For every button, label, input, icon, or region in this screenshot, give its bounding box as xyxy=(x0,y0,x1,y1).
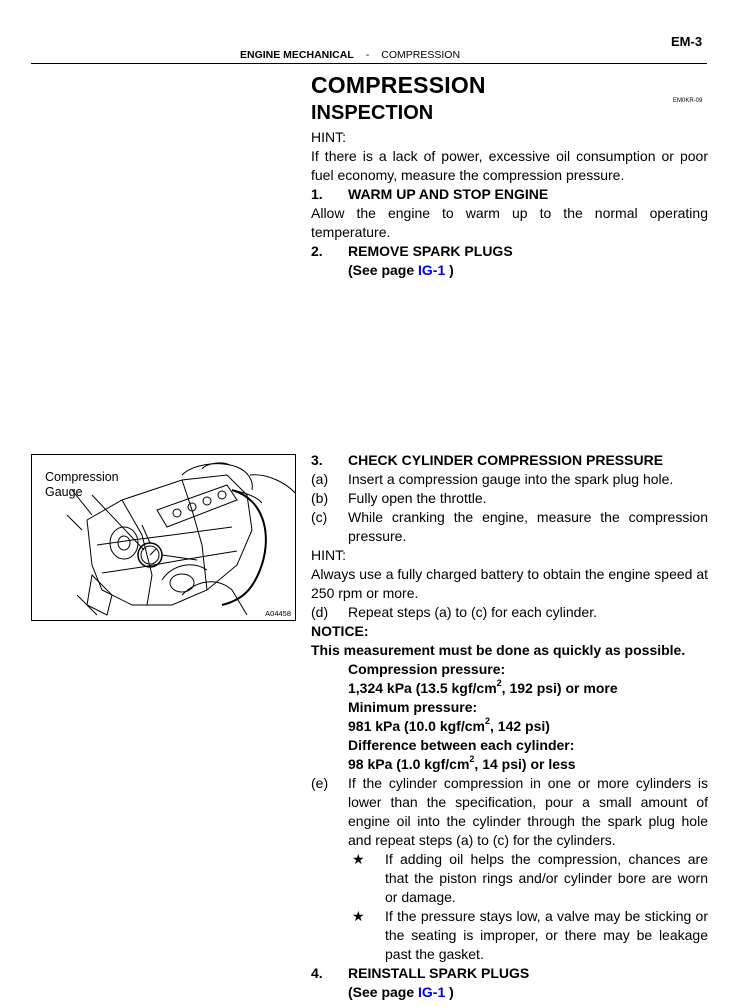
page-title: COMPRESSION xyxy=(311,72,486,98)
step-2-number: 2. xyxy=(311,243,323,259)
step-3b xyxy=(311,489,708,508)
spec-difference-label: Difference between each cylinder: xyxy=(348,737,575,753)
bullet-1-text: If adding oil helps the compression, chances are that the piston rings and/or cylinder bore are worn or damage. xyxy=(385,851,708,905)
step-3a-label: (a) xyxy=(311,471,329,487)
step-4-number: 4. xyxy=(311,965,323,981)
ref-prefix: (See page xyxy=(348,262,419,278)
page-number: EM-3 xyxy=(671,34,703,49)
step-4-reference xyxy=(311,983,708,1002)
running-header xyxy=(240,49,460,61)
procedure-column xyxy=(311,451,708,1002)
star-icon: ★ xyxy=(352,851,365,867)
notice-label: NOTICE: xyxy=(311,623,369,639)
step-3b-label: (b) xyxy=(311,490,329,506)
hint-2-label: HINT: xyxy=(311,547,346,563)
spec1-sup: 2 xyxy=(496,678,502,689)
step-3e-text: If the cylinder compression in one or more cylinders is lower than the specification, pour a small amount of engine oil into the cylinder through the spark plug hole and repeat steps (a) to (c) for the cylinders. xyxy=(348,775,708,848)
hint-text: If there is a lack of power, excessive oil consumption or poor fuel economy, measure the compression pressure. xyxy=(311,148,708,183)
spec1-a: 1,324 kPa (13.5 kgf/cm xyxy=(348,680,497,696)
step-1-heading xyxy=(311,185,708,204)
spec-compression-value xyxy=(311,679,708,698)
ref-suffix: ) xyxy=(445,984,454,1000)
doc-code: EM0KR-09 xyxy=(673,98,703,104)
figure-code: A04458 xyxy=(265,609,291,618)
bullet-1 xyxy=(311,850,708,907)
step-1-title: WARM UP AND STOP ENGINE xyxy=(348,186,549,202)
step-3d xyxy=(311,603,708,622)
step-1-text: Allow the engine to warm up to the normal operating temperature. xyxy=(311,205,708,240)
header-section: ENGINE MECHANICAL xyxy=(240,49,354,61)
step-4-heading xyxy=(311,964,708,983)
star-icon: ★ xyxy=(352,908,365,924)
spec3-a: 98 kPa (1.0 kgf/cm xyxy=(348,756,470,772)
section-title: INSPECTION xyxy=(311,102,434,124)
bullet-2 xyxy=(311,907,708,964)
spec2-sup: 2 xyxy=(484,716,490,727)
step-3a-text: Insert a compression gauge into the spark plug hole. xyxy=(348,471,674,487)
step-3a xyxy=(311,470,708,489)
hint-label: HINT: xyxy=(311,129,346,145)
step-4-title: REINSTALL SPARK PLUGS xyxy=(348,965,530,981)
figure-label-line1: Compression xyxy=(45,470,119,484)
hint-2-text: Always use a fully charged battery to obtain the engine speed at 250 rpm or more. xyxy=(311,566,708,601)
step-3e xyxy=(311,774,708,850)
spec1-b: , 192 psi) or more xyxy=(501,680,618,696)
step-1-number: 1. xyxy=(311,186,323,202)
spec3-sup: 2 xyxy=(469,754,475,765)
ref-suffix: ) xyxy=(445,262,454,278)
figure-label xyxy=(45,470,119,500)
notice-text: This measurement must be done as quickly as possible. xyxy=(311,642,686,658)
step-3-heading xyxy=(311,451,708,470)
spec2-b: , 142 psi) xyxy=(490,718,550,734)
figure-label-line2: Gauge xyxy=(45,485,83,499)
header-rule xyxy=(31,63,707,64)
step-2-reference xyxy=(311,261,708,280)
header-separator: - xyxy=(365,49,370,61)
step-2-title: REMOVE SPARK PLUGS xyxy=(348,243,513,259)
spec-minimum-label: Minimum pressure: xyxy=(348,699,478,715)
spec-compression-label: Compression pressure: xyxy=(348,661,506,677)
spec-minimum-value xyxy=(311,717,708,736)
link-ig-1[interactable]: IG-1 xyxy=(418,262,446,278)
step-3e-label: (e) xyxy=(311,775,329,791)
spec2-a: 981 kPa (10.0 kgf/cm xyxy=(348,718,485,734)
step-3-title: CHECK CYLINDER COMPRESSION PRESSURE xyxy=(348,452,664,468)
link-ig-1[interactable]: IG-1 xyxy=(418,984,446,1000)
step-3c-text: While cranking the engine, measure the compression pressure. xyxy=(348,509,708,544)
step-3d-label: (d) xyxy=(311,604,329,620)
intro-column xyxy=(311,128,708,280)
header-subsection: COMPRESSION xyxy=(381,49,461,61)
step-3b-text: Fully open the throttle. xyxy=(348,490,487,506)
step-3c xyxy=(311,508,708,546)
step-3d-text: Repeat steps (a) to (c) for each cylinder. xyxy=(348,604,597,620)
step-3-number: 3. xyxy=(311,452,323,468)
spec3-b: , 14 psi) or less xyxy=(474,756,576,772)
ref-prefix: (See page xyxy=(348,984,419,1000)
compression-gauge-figure xyxy=(31,454,296,621)
bullet-2-text: If the pressure stays low, a valve may be sticking or the seating is improper, or there may be leakage past the gasket. xyxy=(385,908,708,962)
spec-difference-value xyxy=(311,755,708,774)
step-2-heading xyxy=(311,242,708,261)
step-3c-label: (c) xyxy=(311,509,328,525)
